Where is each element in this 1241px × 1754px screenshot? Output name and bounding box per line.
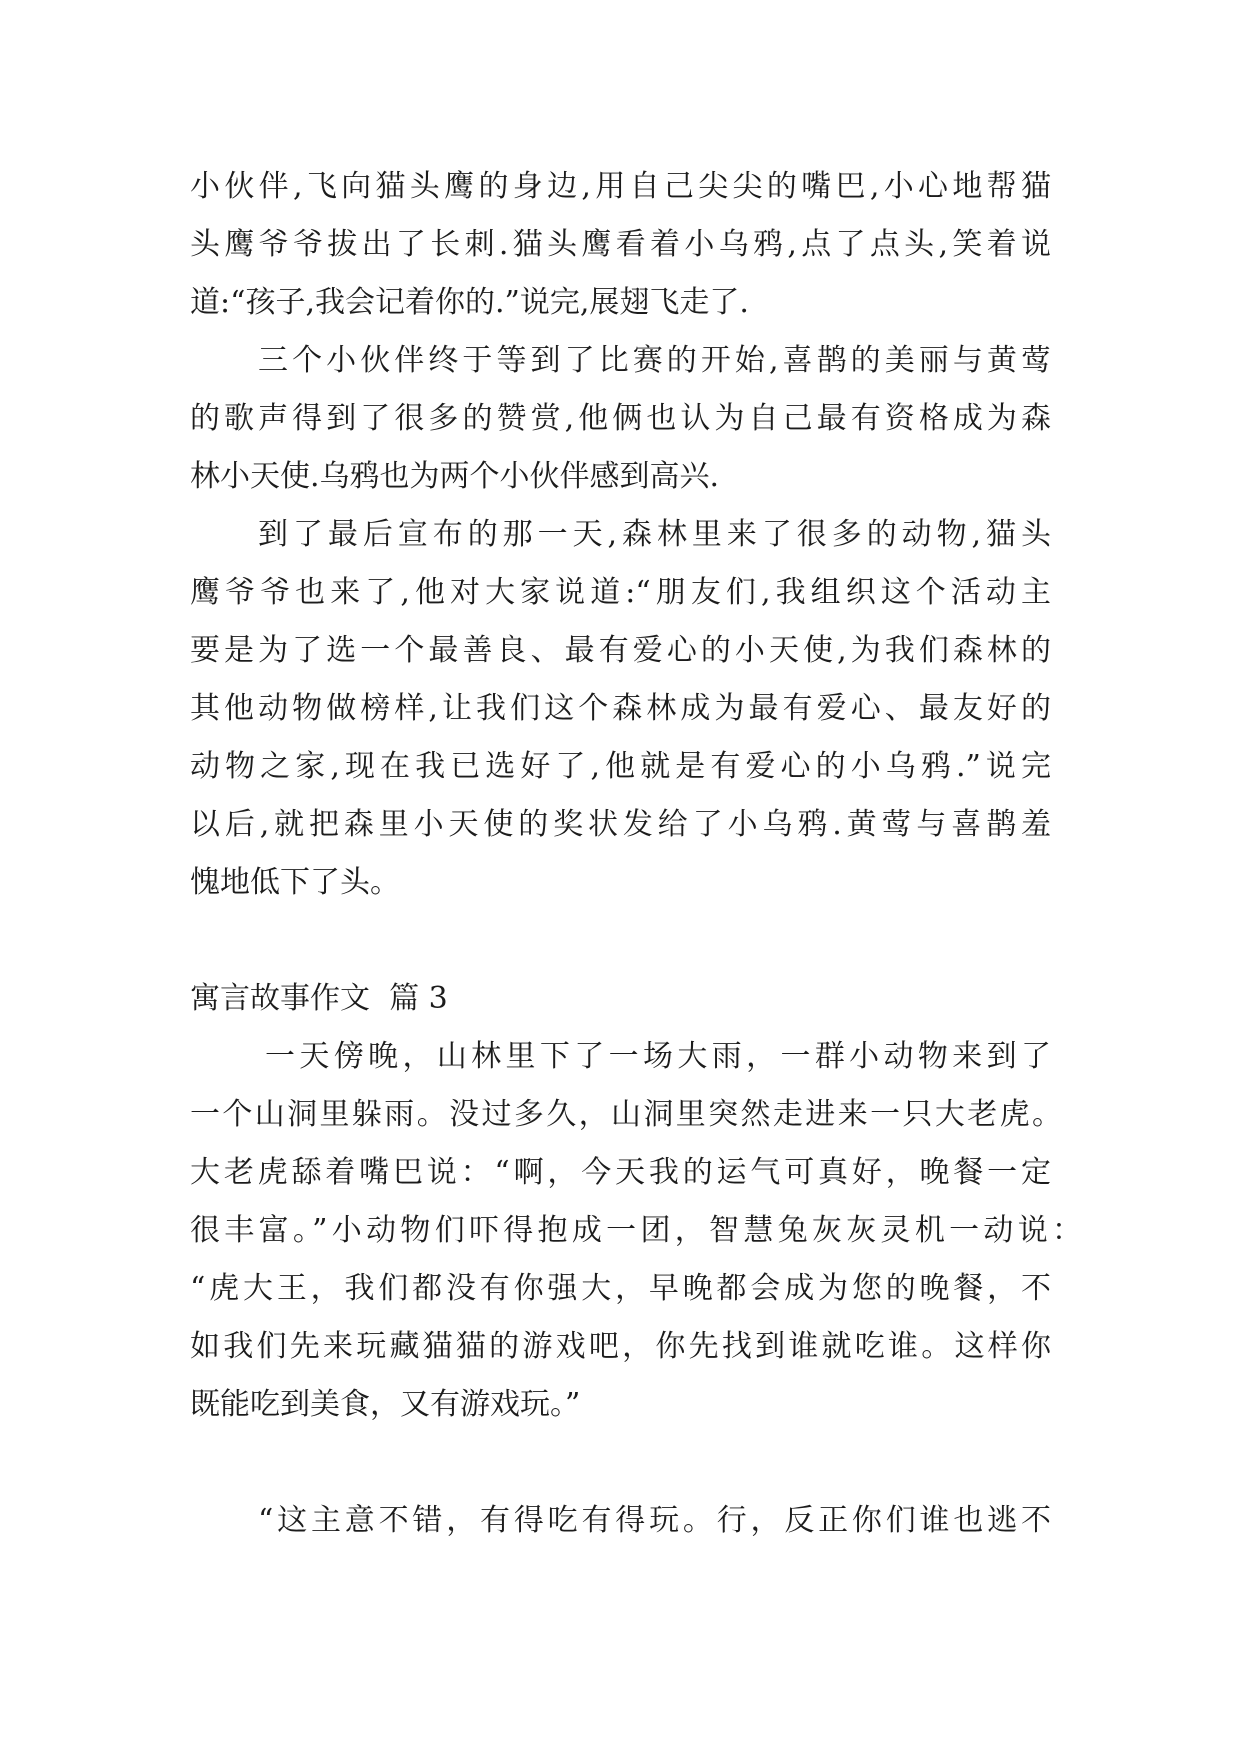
section-heading: 寓言故事作文 篇 3 xyxy=(190,981,448,1016)
text-line: 到了最后宣布的那一天,森林里来了很多的动物,猫头 xyxy=(258,517,1051,552)
text-line: 以后,就把森里小天使的奖状发给了小乌鸦.黄莺与喜鹊羞 xyxy=(190,807,1051,842)
text-line: 其他动物做榜样,让我们这个森林成为最有爱心、最友好的 xyxy=(190,691,1051,726)
paragraph xyxy=(190,158,1051,332)
text-line: 道:“孩子,我会记着你的.”说完,展翅飞走了. xyxy=(190,285,749,320)
text-line: 很丰富。”小动物们吓得抱成一团，智慧兔灰灰灵机一动说： xyxy=(190,1213,1082,1248)
text-line: 三个小伙伴终于等到了比赛的开始,喜鹊的美丽与黄莺 xyxy=(258,343,1051,378)
paragraph xyxy=(190,332,1051,506)
text-line: 头鹰爷爷拔出了长刺.猫头鹰看着小乌鸦,点了点头,笑着说 xyxy=(190,227,1051,262)
text-line: 一个山洞里躲雨。没过多久，山洞里突然走进来一只大老虎。 xyxy=(190,1097,1062,1132)
paragraph xyxy=(190,1492,1051,1550)
text-line: 鹰爷爷也来了,他对大家说道:“朋友们,我组织这个活动主 xyxy=(190,575,1051,610)
text-line: 一天傍晚，山林里下了一场大雨，一群小动物来到了 xyxy=(265,1039,1051,1074)
paragraph xyxy=(190,506,1051,912)
text-line: 动物之家,现在我已选好了,他就是有爱心的小乌鸦.”说完 xyxy=(190,749,1051,784)
text-line: 的歌声得到了很多的赞赏,他俩也认为自己最有资格成为森 xyxy=(190,401,1051,436)
text-line: “这主意不错，有得吃有得玩。行，反正你们谁也逃不 xyxy=(258,1503,1051,1538)
text-line: 小伙伴,飞向猫头鹰的身边,用自己尖尖的嘴巴,小心地帮猫 xyxy=(190,169,1051,204)
paragraph xyxy=(190,1028,1082,1434)
text-line: 林小天使.乌鸦也为两个小伙伴感到高兴. xyxy=(190,459,720,494)
text-line: 要是为了选一个最善良、最有爱心的小天使,为我们森林的 xyxy=(190,633,1051,668)
text-line: “虎大王，我们都没有你强大，早晚都会成为您的晚餐，不 xyxy=(190,1271,1051,1306)
text-line: 如我们先来玩藏猫猫的游戏吧，你先找到谁就吃谁。这样你 xyxy=(190,1329,1051,1364)
text-line: 既能吃到美食，又有游戏玩。” xyxy=(190,1387,581,1422)
document-body xyxy=(190,158,1082,1550)
text-line: 大老虎舔着嘴巴说：“啊，今天我的运气可真好，晚餐一定 xyxy=(190,1155,1051,1190)
text-line: 愧地低下了头。 xyxy=(190,865,400,900)
